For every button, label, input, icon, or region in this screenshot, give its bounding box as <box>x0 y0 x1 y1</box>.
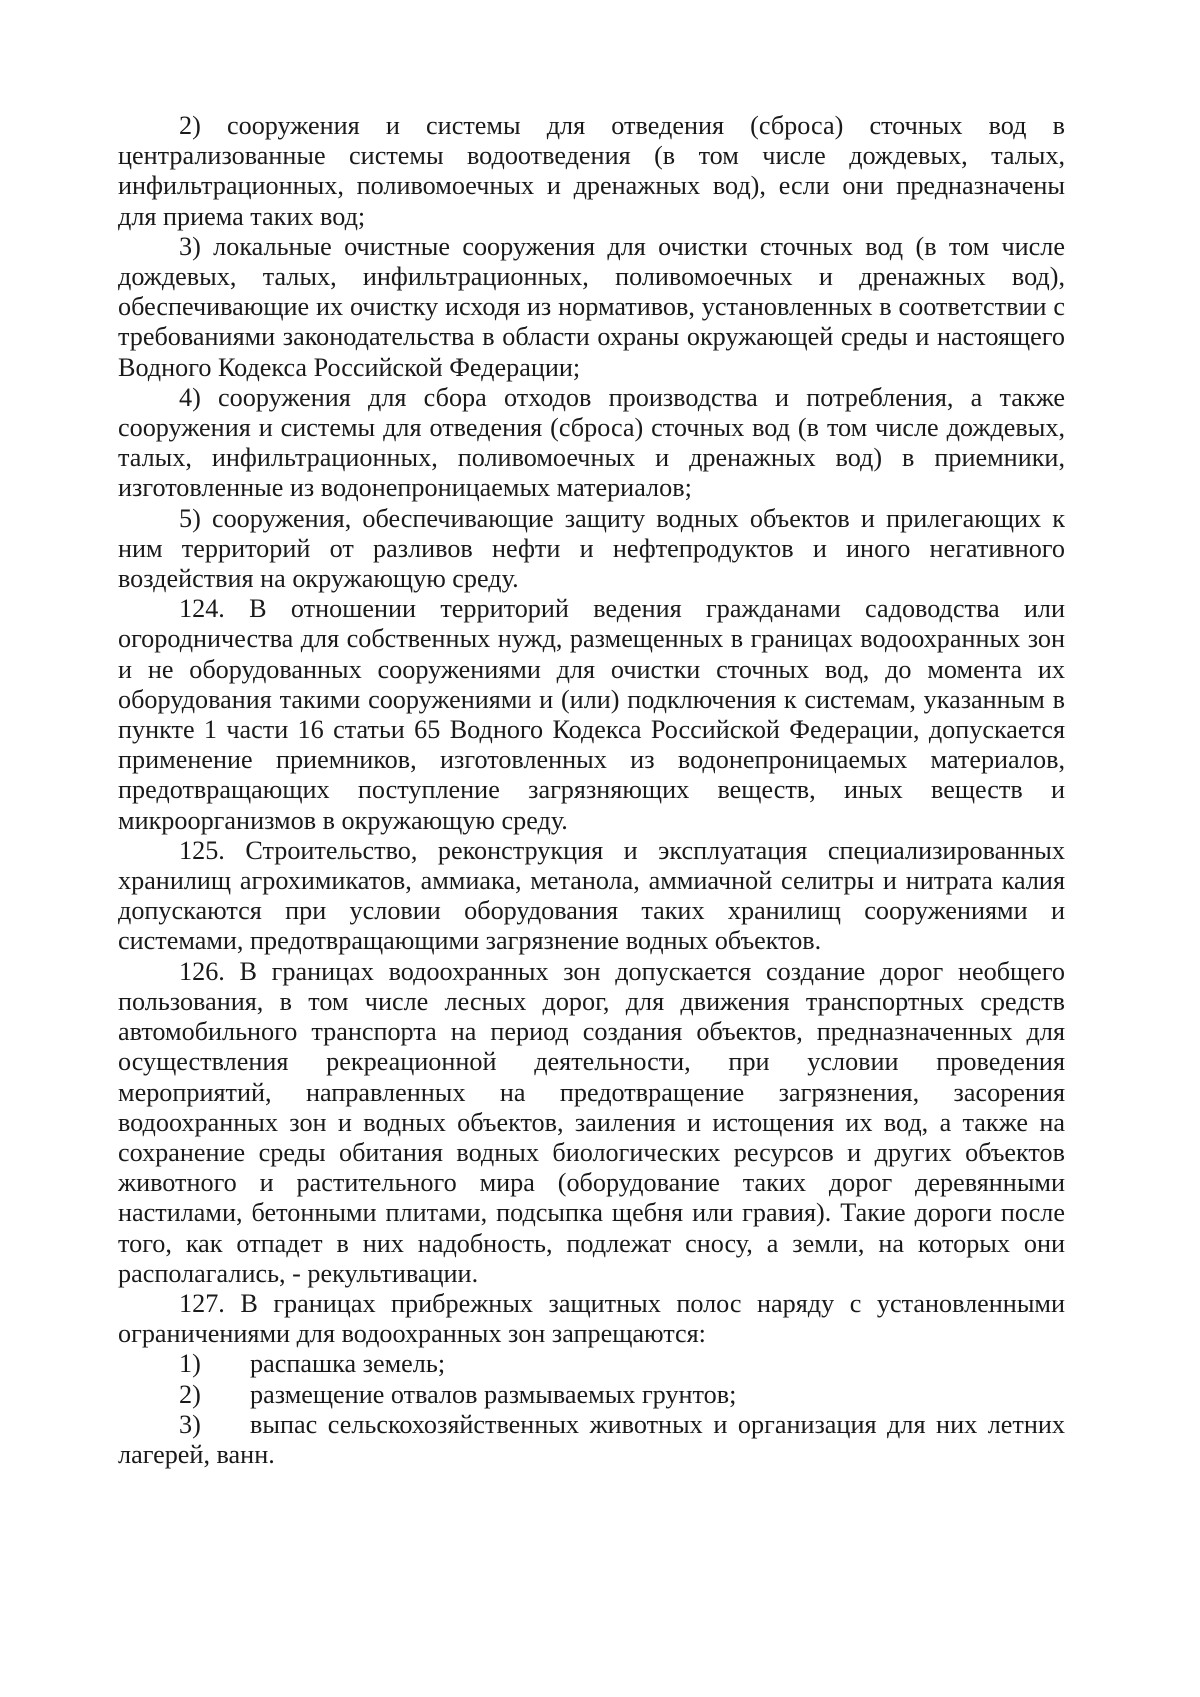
paragraph-124: 124. В отношении территорий ведения гражданами садоводства или огородничества для собственных нужд, размещенных в границах водоохранных зон и не оборудованных сооружениями для очистки сточных вод, до момента их оборудования такими сооружениями и (или) подключения к системам, указанным в пункте 1 части 16 статьи 65 Водного Кодекса Российской Федерации, допускается применение приемников, изготовленных из водонепроницаемых материалов, предотвращающих поступление загрязняющих веществ, иных веществ и микроорганизмов в окружающую среду. <box>118 594 1065 835</box>
list-item-1 <box>118 1349 1065 1379</box>
list-item-number: 2) <box>179 1379 201 1409</box>
list-item-number: 3) <box>179 1409 201 1439</box>
paragraph-item-2: 2) сооружения и системы для отведения (сброса) сточных вод в централизованные системы водоотведения (в том числе дождевых, талых, инфильтрационных, поливомоечных и дренажных вод), если они предназначены для приема таких вод; <box>118 111 1065 231</box>
paragraph-item-5: 5) сооружения, обеспечивающие защиту водных объектов и прилегающих к ним территорий от разливов нефти и нефтепродуктов и иного негативного воздействия на окружающую среду. <box>118 503 1065 594</box>
list-item-number: 1) <box>179 1349 201 1379</box>
document-page <box>118 111 1065 1470</box>
list-item-3 <box>118 1410 1065 1470</box>
paragraph-126: 126. В границах водоохранных зон допускается создание дорог необщего пользования, в том числе лесных дорог, для движения транспортных средств автомобильного транспорта на период создания объектов, предназначенных для осуществления рекреационной деятельности, при условии проведения мероприятий, направленных на предотвращение загрязнения, засорения водоохранных зон и водных объектов, заиления и истощения их вод, а также на сохранение среды обитания водных биологических ресурсов и других объектов животного и растительного мира (оборудование таких дорог деревянными настилами, бетонными плитами, подсыпка щебня или гравия). Такие дороги после того, как отпадет в них надобность, подлежат сносу, а земли, на которых они располагались, - рекультивации. <box>118 956 1065 1288</box>
list-item-text: распашка земель; <box>250 1349 446 1379</box>
paragraph-item-3: 3) локальные очистные сооружения для очистки сточных вод (в том числе дождевых, талых, инфильтрационных, поливомоечных и дренажных вод), обеспечивающие их очистку исходя из нормативов, установленных в соответствии с требованиями законодательства в области охраны окружающей среды и настоящего Водного Кодекса Российской Федерации; <box>118 231 1065 382</box>
list-item-2 <box>118 1380 1065 1410</box>
paragraph-item-4: 4) сооружения для сбора отходов производства и потребления, а также сооружения и системы для отведения (сброса) сточных вод (в том числе дождевых, талых, инфильтрационных, поливомоечных и дренажных вод) в приемники, изготовленные из водонепроницаемых материалов; <box>118 382 1065 503</box>
list-item-text: выпас сельскохозяйственных животных и организация для них летних лагерей, ванн. <box>118 1409 1065 1469</box>
list-item-text: размещение отвалов размываемых грунтов; <box>250 1379 737 1409</box>
paragraph-125: 125. Строительство, реконструкция и эксплуатация специализированных хранилищ агрохимикатов, аммиака, метанола, аммиачной селитры и нитрата калия допускаются при условии оборудования таких хранилищ сооружениями и системами, предотвращающими загрязнение водных объектов. <box>118 835 1065 956</box>
paragraph-127: 127. В границах прибрежных защитных полос наряду с установленными ограничениями для водоохранных зон запрещаются: <box>118 1288 1065 1349</box>
